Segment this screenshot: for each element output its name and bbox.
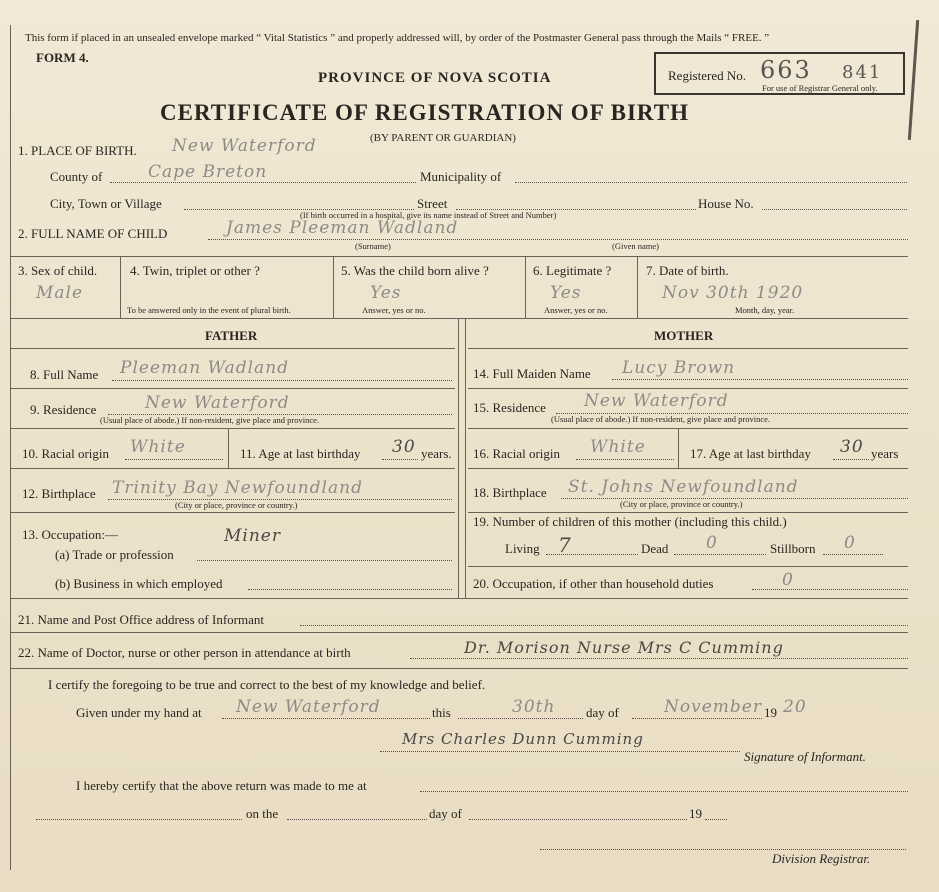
- sex-value: Male: [36, 283, 84, 303]
- dead-label: Dead: [641, 541, 669, 556]
- certificate-subtitle: (BY PARENT OR GUARDIAN): [370, 132, 516, 144]
- mother-heading: MOTHER: [654, 328, 714, 343]
- street-label: Street: [417, 196, 448, 211]
- registered-number-box: [654, 52, 905, 95]
- father-residence-value: New Waterford: [145, 393, 290, 413]
- province-heading: PROVINCE OF NOVA SCOTIA: [318, 70, 552, 86]
- year-value: 20: [783, 697, 807, 717]
- mother-age-value: 30: [840, 437, 864, 457]
- postage-notice: This form if placed in an unsealed envelope marked “ Vital Statistics ” and properly addressed will, by order of the Postmaster General pass through the Mails “ FREE. ”: [25, 32, 770, 44]
- mother-race-label: 16. Racial origin: [473, 446, 561, 461]
- trade-value: Miner: [224, 526, 281, 546]
- stillborn-label: Stillborn: [770, 541, 816, 556]
- father-name-value: Pleeman Wadland: [120, 358, 290, 378]
- date-of-birth-note: Month, day, year.: [735, 305, 795, 315]
- certificate-title: CERTIFICATE OF REGISTRATION OF BIRTH: [160, 100, 689, 125]
- mother-age-label: 17. Age at last birthday: [690, 446, 811, 461]
- day-of-label: day of: [586, 705, 619, 720]
- registered-label: Registered No.: [668, 68, 746, 83]
- mother-occupation-value: 0: [782, 570, 794, 590]
- father-race-value: White: [130, 437, 186, 457]
- father-residence-note: (Usual place of abode.) If non-resident, give place and province.: [100, 415, 320, 425]
- hospital-note: (If birth occurred in a hospital, give its name instead of Street and Number): [300, 210, 557, 220]
- children-count-label: 19. Number of children of this mother (including this child.): [473, 514, 787, 529]
- mother-race-value: White: [590, 437, 646, 457]
- mother-residence-label: 15. Residence: [473, 400, 546, 415]
- year-prefix: 19: [764, 705, 777, 720]
- born-alive-value: Yes: [370, 283, 402, 303]
- mother-name-value: Lucy Brown: [622, 358, 736, 378]
- date-of-birth-value: Nov 30th 1920: [662, 283, 804, 303]
- stillborn-value: 0: [844, 533, 856, 553]
- left-border: [10, 25, 11, 870]
- given-at-label: Given under my hand at: [76, 705, 202, 720]
- city-town-label: City, Town or Village: [50, 196, 162, 211]
- twin-note: To be answered only in the event of plural birth.: [127, 305, 291, 315]
- registrar-year: 19: [689, 806, 702, 821]
- father-birthplace-value: Trinity Bay Newfoundland: [112, 478, 363, 498]
- father-birthplace-label: 12. Birthplace: [22, 486, 96, 501]
- mother-occupation-label: 20. Occupation, if other than household duties: [473, 576, 714, 591]
- father-age-value: 30: [392, 437, 416, 457]
- registered-number: 663: [760, 56, 812, 84]
- given-name-note: (Given name): [612, 241, 659, 251]
- doctor-value: Dr. Morison Nurse Mrs C Cumming: [464, 638, 784, 657]
- child-name-label: 2. FULL NAME OF CHILD: [18, 226, 168, 241]
- informant-signature-label: Signature of Informant.: [744, 749, 866, 764]
- certify-statement: I certify the foregoing to be true and correct to the best of my knowledge and belief.: [48, 677, 486, 692]
- doctor-label: 22. Name of Doctor, nurse or other person in attendance at birth: [18, 645, 351, 660]
- date-of-birth-label: 7. Date of birth.: [646, 263, 729, 278]
- mother-name-label: 14. Full Maiden Name: [473, 366, 591, 381]
- house-number-label: House No.: [698, 196, 754, 211]
- given-at-place: New Waterford: [236, 697, 381, 717]
- day-value: 30th: [512, 697, 556, 717]
- father-age-label: 11. Age at last birthday: [240, 446, 361, 461]
- this-label: this: [432, 705, 451, 720]
- registrar-note: For use of Registrar General only.: [762, 83, 878, 93]
- form-number: FORM 4.: [36, 50, 89, 65]
- dead-value: 0: [706, 533, 718, 553]
- division-registrar-label: Division Registrar.: [772, 851, 871, 866]
- living-label: Living: [505, 541, 540, 556]
- twin-label: 4. Twin, triplet or other ?: [130, 263, 260, 278]
- informant-label: 21. Name and Post Office address of Informant: [18, 612, 264, 627]
- occupation-label: 13. Occupation:—: [22, 527, 119, 542]
- registrar-statement: I hereby certify that the above return was made to me at: [76, 778, 367, 793]
- sex-label: 3. Sex of child.: [18, 263, 98, 278]
- place-of-birth-label: 1. PLACE OF BIRTH.: [18, 143, 137, 158]
- legitimate-label: 6. Legitimate ?: [533, 263, 612, 278]
- informant-signature: Mrs Charles Dunn Cumming: [402, 730, 644, 748]
- living-value: 7: [558, 533, 572, 557]
- county-label: County of: [50, 169, 103, 184]
- surname-note: (Surname): [355, 241, 391, 251]
- mother-residence-value: New Waterford: [584, 391, 729, 411]
- registrar-day-of: day of: [429, 806, 462, 821]
- father-race-label: 10. Racial origin: [22, 446, 110, 461]
- father-residence-label: 9. Residence: [30, 402, 97, 417]
- fold-mark: [908, 20, 919, 140]
- municipality-label: Municipality of: [420, 169, 502, 184]
- registrar-on-the: on the: [246, 806, 279, 821]
- mother-residence-note: (Usual place of abode.) If non-resident, give place and province.: [551, 414, 771, 424]
- month-value: November: [664, 697, 762, 717]
- registered-extra: 841: [842, 62, 883, 83]
- father-heading: FATHER: [205, 328, 258, 343]
- child-name-value: James Pleeman Wadland: [226, 218, 459, 238]
- father-birthplace-note: (City or place, province or country.): [175, 500, 298, 510]
- mother-birthplace-value: St. Johns Newfoundland: [568, 477, 799, 497]
- mother-birthplace-note: (City or place, province or country.): [620, 499, 743, 509]
- born-alive-label: 5. Was the child born alive ?: [341, 263, 489, 278]
- business-label: (b) Business in which employed: [55, 576, 223, 591]
- county-value: Cape Breton: [148, 162, 268, 182]
- father-name-label: 8. Full Name: [30, 367, 99, 382]
- born-alive-note: Answer, yes or no.: [362, 305, 426, 315]
- mother-birthplace-label: 18. Birthplace: [473, 485, 547, 500]
- legitimate-note: Answer, yes or no.: [544, 305, 608, 315]
- legitimate-value: Yes: [550, 283, 582, 303]
- mother-age-years: years: [871, 446, 899, 461]
- trade-label: (a) Trade or profession: [55, 547, 174, 562]
- father-age-years: years.: [421, 446, 452, 461]
- place-of-birth-value: New Waterford: [172, 136, 317, 156]
